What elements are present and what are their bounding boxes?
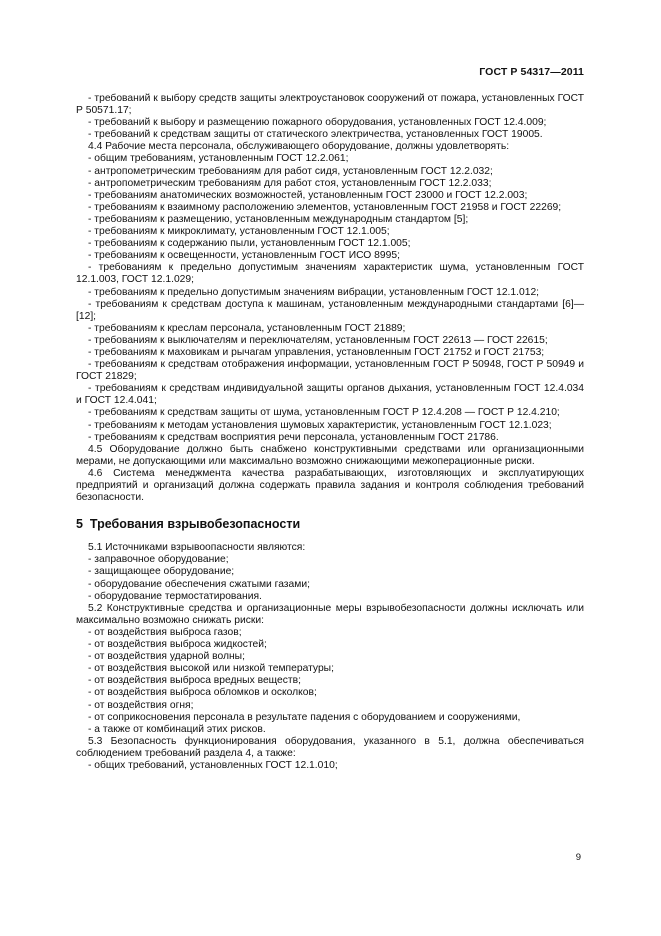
paragraph: - требованиям к средствам индивидуальной защиты органов дыхания, установленным ГОСТ 12.4.034 и ГОСТ 12.4.041; — [76, 383, 584, 407]
document-id: ГОСТ Р 54317—2011 — [479, 66, 584, 78]
paragraph: - требованиям к средствам отображения информации, установленным ГОСТ Р 50948, ГОСТ Р 50949 и ГОСТ 21829; — [76, 359, 584, 383]
paragraph: - антропометрическим требованиям для работ сидя, установленным ГОСТ 12.2.032; — [88, 165, 493, 177]
paragraph: - оборудование термостатирования. — [88, 590, 262, 602]
paragraph: - требованиям к предельно допустимым значениям характеристик шума, установленным ГОСТ 12.1.003, ГОСТ 12.1.029; — [76, 262, 584, 286]
paragraph: - требований к средствам защиты от статического электричества, установленных ГОСТ 19005. — [88, 129, 543, 141]
paragraph: - от воздействия выброса вредных веществ; — [88, 675, 301, 687]
paragraph: - от воздействия выброса жидкостей; — [88, 639, 267, 651]
paragraph: - от воздействия ударной волны; — [88, 651, 245, 663]
paragraphs-after-section — [76, 542, 584, 772]
paragraph: - требований к выбору средств защиты электроустановок сооружений от пожара, установленных ГОСТ Р 50571.17; — [76, 93, 584, 117]
paragraph: 5.3 Безопасность функционирования оборудования, указанного в 5.1, должна обеспечиваться соблюдением требований раздела 4, а также: — [76, 735, 584, 759]
paragraph: - требованиям к предельно допустимым значениям вибрации, установленным ГОСТ 12.1.012; — [88, 286, 540, 298]
paragraph: - защищающее оборудование; — [88, 566, 235, 578]
paragraph: - требованиям к взаимному расположению элементов, установленным ГОСТ 21958 и ГОСТ 22269; — [88, 201, 562, 213]
page-number: 9 — [575, 852, 581, 863]
paragraph: - от воздействия огня; — [88, 699, 194, 711]
paragraph: - антропометрическим требованиям для работ стоя, установленным ГОСТ 12.2.033; — [88, 177, 492, 189]
paragraph: - требований к выбору и размещению пожарного оборудования, установленных ГОСТ 12.4.009; — [88, 117, 547, 129]
section-heading — [76, 518, 584, 530]
paragraph: - требованиям к средствам защиты от шума, установленным ГОСТ Р 12.4.208 — ГОСТ Р 12.4.210; — [88, 407, 560, 419]
paragraph: - от воздействия высокой или низкой температуры; — [88, 663, 334, 675]
paragraph: - оборудование обеспечения сжатыми газами; — [88, 578, 310, 590]
paragraph: - требованиям к средствам доступа к машинам, установленным международными стандартами [6]—[12]; — [76, 298, 584, 322]
paragraph: - требованиям к маховикам и рычагам управления, установленным ГОСТ 21752 и ГОСТ 21753; — [88, 346, 545, 358]
paragraph: - требованиям к микроклимату, установленным ГОСТ 12.1.005; — [88, 226, 390, 238]
paragraph: - а также от комбинаций этих рисков. — [88, 723, 266, 735]
paragraph: - требованиям к креслам персонала, установленным ГОСТ 21889; — [88, 322, 406, 334]
paragraph: - от воздействия выброса обломков и осколков; — [88, 687, 317, 699]
paragraphs-before-section — [76, 93, 584, 504]
paragraph: - от воздействия выброса газов; — [88, 626, 242, 638]
paragraph: - от соприкосновения персонала в результате падения с оборудованием и сооружениями, — [88, 711, 521, 723]
document-body — [76, 93, 584, 772]
paragraph: - требованиям анатомических возможностей, установленным ГОСТ 23000 и ГОСТ 12.2.003; — [88, 189, 528, 201]
paragraph: - требованиям к размещению, установленным международным стандартом [5]; — [88, 213, 469, 225]
paragraph: 4.4 Рабочие места персонала, обслуживающего оборудование, должны удовлетворять: — [88, 141, 510, 153]
paragraph: - заправочное оборудование; — [88, 554, 229, 566]
paragraph: 5.1 Источниками взрывоопасности являются: — [88, 542, 306, 554]
section-number: 5 — [76, 517, 83, 532]
paragraph: - общих требований, установленных ГОСТ 12.1.010; — [88, 759, 338, 771]
paragraph: - требованиям к средствам восприятия речи персонала, установленным ГОСТ 21786. — [88, 431, 499, 443]
paragraph: - требованиям к содержанию пыли, установленным ГОСТ 12.1.005; — [88, 238, 411, 250]
paragraph: - требованиям к освещенности, установленным ГОСТ ИСО 8995; — [88, 250, 400, 262]
paragraph: 4.6 Система менеджмента качества разрабатывающих, изготовляющих и эксплуатирующих предприятий и организаций должна содержать правила задания и контроля соблюдения требований безопасности. — [76, 467, 584, 504]
paragraph: - требованиям к выключателям и переключателям, установленным ГОСТ 22613 — ГОСТ 22615; — [88, 334, 548, 346]
section-title: Требования взрывобезопасности — [89, 517, 301, 532]
paragraph: - общим требованиям, установленным ГОСТ 12.2.061; — [88, 153, 349, 165]
paragraph: - требованиям к методам установления шумовых характеристик, установленным ГОСТ 12.1.023; — [88, 419, 552, 431]
paragraph: 5.2 Конструктивные средства и организационные меры взрывобезопасности должны исключать или максимально возможно снижать риски: — [76, 602, 584, 626]
paragraph: 4.5 Оборудование должно быть снабжено конструктивными средствами или организационными мерами, не допускающими или максимально возможно снижающими межоперационные риски. — [76, 443, 584, 467]
